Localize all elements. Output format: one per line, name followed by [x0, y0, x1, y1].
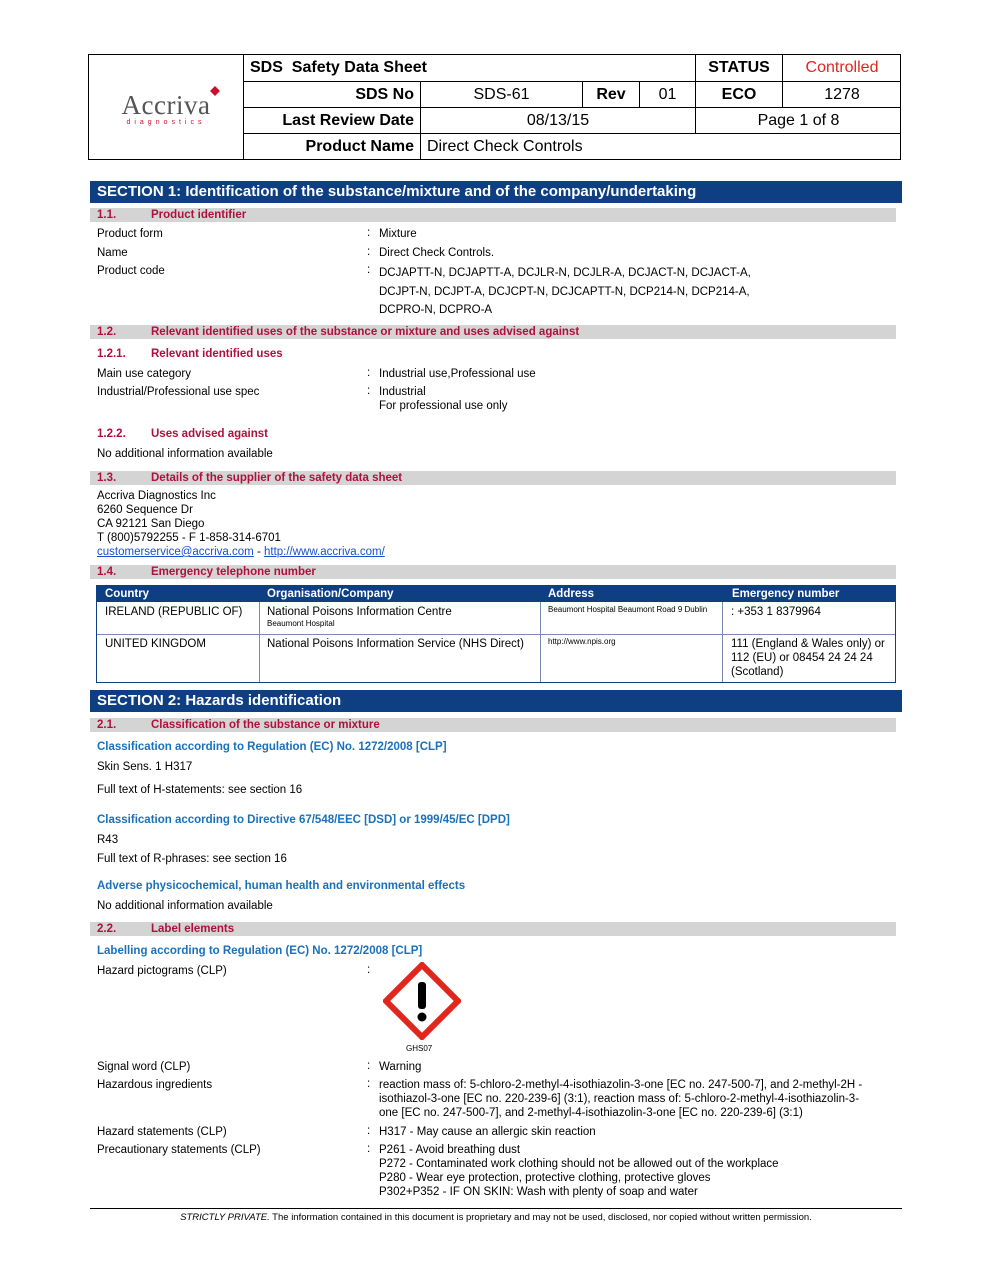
subsection-title: Uses advised against [151, 428, 268, 440]
colon: : [367, 227, 371, 239]
doc-title-cell [244, 55, 696, 82]
ingredients-line: one [EC no. 247-500-7], and 2-methyl-4-isothiazolin-3-one [EC no. 220-239-6] (3:1) [379, 1107, 803, 1119]
pictogram-label: Hazard pictograms (CLP) [97, 965, 227, 977]
supplier-details [97, 489, 385, 559]
hazard-statements-label: Hazard statements (CLP) [97, 1126, 227, 1138]
adverse-text: No additional information available [97, 900, 273, 912]
name-label: Name [97, 247, 128, 259]
precaution-line: P280 - Wear eye protection, protective clothing, protective gloves [379, 1172, 711, 1184]
table-cell-organisation: National Poisons Information Service (NHS Direct) [267, 638, 524, 650]
link-separator: - [253, 546, 264, 558]
product-form-value: Mixture [379, 228, 417, 240]
product-form-label: Product form [97, 228, 163, 240]
hazard-statements-value: H317 - May cause an allergic skin reaction [379, 1126, 596, 1138]
ghs07-exclamation-icon [383, 962, 461, 1040]
table-cell-organisation [267, 605, 527, 629]
use-spec-line: For professional use only [379, 400, 508, 412]
colon: : [367, 1060, 371, 1072]
logo-dot-icon [210, 86, 220, 96]
subsection-1-4 [90, 565, 896, 579]
logo-subtext: diagnostics [126, 118, 206, 126]
subsection-title: Classification of the substance or mixture [151, 719, 380, 731]
supplier-email-link[interactable]: customerservice@accriva.com [97, 546, 254, 558]
supplier-line: Accriva Diagnostics Inc [97, 490, 216, 502]
subsection-title: Label elements [151, 923, 235, 935]
subsection-title: Relevant identified uses of the substance or mixture and uses advised against [151, 326, 580, 338]
footer-italic: STRICTLY PRIVATE. [180, 1212, 270, 1223]
table-cell-address: http://www.npis.org [548, 637, 616, 646]
column-header-country: Country [97, 586, 259, 602]
subsection-number: 2.2. [97, 923, 117, 935]
subsection-title: Relevant identified uses [151, 348, 283, 360]
column-header-emergency-number: Emergency number [722, 586, 896, 602]
product-code-label: Product code [97, 265, 165, 277]
subsection-number: 1.2.1. [97, 348, 126, 360]
colon: : [367, 1143, 371, 1155]
sds-no-label: SDS No [244, 82, 421, 108]
pictogram-code: GHS07 [406, 1044, 433, 1053]
use-spec-label: Industrial/Professional use spec [97, 386, 260, 398]
column-divider [259, 602, 260, 682]
table-cell-country: UNITED KINGDOM [105, 638, 206, 650]
subsection-1-2 [90, 325, 896, 339]
subsection-2-1 [90, 718, 896, 732]
ingredients-value [379, 1078, 862, 1120]
precautionary-value [379, 1143, 779, 1199]
dsd-classification: R43 [97, 834, 119, 846]
organisation-name: National Poisons Information Centre [267, 606, 452, 618]
subsection-number: 2.1. [97, 719, 117, 731]
supplier-line: 6260 Sequence Dr [97, 504, 193, 516]
clp-fulltext: Full text of H-statements: see section 16 [97, 784, 303, 796]
signal-word-label: Signal word (CLP) [97, 1061, 191, 1073]
supplier-line: T (800)5792255 - F 1-858-314-6701 [97, 532, 281, 544]
supplier-website-link[interactable]: http://www.accriva.com/ [263, 546, 385, 558]
product-code-value [379, 264, 751, 320]
subsection-1-1 [90, 208, 896, 222]
name-value: Direct Check Controls. [379, 247, 495, 259]
signal-word-value: Warning [379, 1061, 422, 1073]
logo-cell [89, 55, 244, 160]
eco-value: 1278 [783, 82, 901, 108]
subsection-title: Product identifier [151, 209, 247, 221]
colon: : [367, 264, 371, 276]
ingredients-line: reaction mass of: 5-chloro-2-methyl-4-isothiazolin-3-one [EC no. 247-500-7], and 2-methyl-2H - [379, 1079, 863, 1091]
subsection-title: Emergency telephone number [151, 566, 316, 578]
product-code-line: DCJAPTT-N, DCJAPTT-A, DCJLR-N, DCJLR-A, DCJACT-N, DCJACT-A, [379, 267, 751, 279]
column-header-address: Address [540, 586, 722, 602]
subsection-number: 1.1. [97, 209, 117, 221]
supplier-line: CA 92121 San Diego [97, 518, 205, 530]
header-table [88, 54, 901, 160]
column-header-organisation: Organisation/Company [259, 586, 540, 602]
adverse-heading: Adverse physicochemical, human health and environmental effects [97, 880, 466, 892]
section1-title: SECTION 1: Identification of the substance/mixture and of the company/undertaking [90, 181, 902, 203]
subsection-1-3 [90, 471, 896, 485]
dsd-heading: Classification according to Directive 67/548/EEC [DSD] or 1999/45/EC [DPD] [97, 814, 510, 826]
subsection-number: 1.2.2. [97, 428, 126, 440]
colon: : [367, 1125, 371, 1137]
use-spec-value [379, 385, 507, 413]
colon: : [367, 964, 371, 976]
review-label: Last Review Date [244, 108, 421, 134]
company-logo [122, 90, 211, 126]
product-code-line: DCJPT-N, DCJPT-A, DCJCPT-N, DCJCAPTT-N, DCP214-N, DCP214-A, [379, 285, 750, 298]
organisation-sub: Beaumont Hospital [267, 619, 335, 628]
subsection-number: 1.2. [97, 326, 117, 338]
dsd-fulltext: Full text of R-phrases: see section 16 [97, 853, 287, 865]
status-label: STATUS [696, 55, 783, 82]
doc-title: Safety Data Sheet [291, 59, 427, 76]
product-label: Product Name [244, 134, 421, 160]
sds-no-value: SDS-61 [421, 82, 583, 108]
uses-advised-text: No additional information available [97, 448, 273, 460]
column-divider [722, 602, 723, 682]
rev-label: Rev [583, 82, 640, 108]
page-footer [90, 1208, 902, 1223]
logo-text: Accriva [121, 89, 211, 120]
precaution-line: P272 - Contaminated work clothing should not be allowed out of the workplace [379, 1158, 779, 1170]
precaution-line: P261 - Avoid breathing dust [379, 1144, 521, 1156]
clp-classification: Skin Sens. 1 H317 [97, 761, 193, 773]
colon: : [367, 1078, 371, 1090]
product-value: Direct Check Controls [427, 138, 583, 155]
rev-value: 01 [640, 82, 696, 108]
use-spec-line: Industrial [379, 386, 426, 398]
colon: : [367, 246, 371, 258]
main-use-label: Main use category [97, 368, 191, 380]
row-divider [97, 634, 895, 635]
precautionary-label: Precautionary statements (CLP) [97, 1144, 261, 1156]
emergency-table [96, 585, 896, 683]
ingredients-label: Hazardous ingredients [97, 1079, 213, 1091]
table-cell-address: Beaumont Hospital Beaumont Road 9 Dublin [548, 605, 708, 614]
table-cell-emergency-number: : +353 1 8379964 [731, 606, 821, 618]
eco-label: ECO [696, 82, 783, 108]
precaution-line: P302+P352 - IF ON SKIN: Wash with plenty of soap and water [379, 1186, 698, 1198]
main-use-value: Industrial use,Professional use [379, 368, 536, 380]
subsection-number: 1.4. [97, 566, 117, 578]
colon: : [367, 385, 371, 397]
footer-text: The information contained in this document is proprietary and may not be used, disclosed, nor copied without written permission. [269, 1212, 812, 1223]
ingredients-line: isothiazol-3-one [EC no. 220-239-6] (3:1), reaction mass of: 5-chloro-2-methyl-4-isothiazolin-3- [379, 1093, 860, 1105]
column-divider [540, 602, 541, 682]
page-number: Page 1 of 8 [696, 108, 901, 134]
doc-title-prefix: SDS [250, 59, 283, 76]
table-cell-country: IRELAND (REPUBLIC OF) [105, 606, 243, 618]
section2-title: SECTION 2: Hazards identification [90, 690, 902, 712]
colon: : [367, 367, 371, 379]
subsection-number: 1.3. [97, 472, 117, 484]
subsection-2-2 [90, 922, 896, 936]
clp-heading: Classification according to Regulation (EC) No. 1272/2008 [CLP] [97, 741, 447, 753]
status-value: Controlled [783, 55, 901, 82]
table-cell-emergency-number: 111 (England & Wales only) or 112 (EU) or 08454 24 24 24 (Scotland) [731, 638, 885, 678]
review-value: 08/13/15 [421, 108, 696, 134]
label-heading: Labelling according to Regulation (EC) No. 1272/2008 [CLP] [97, 945, 423, 957]
product-code-line: DCPRO-N, DCPRO-A [379, 304, 493, 316]
subsection-title: Details of the supplier of the safety data sheet [151, 472, 403, 484]
